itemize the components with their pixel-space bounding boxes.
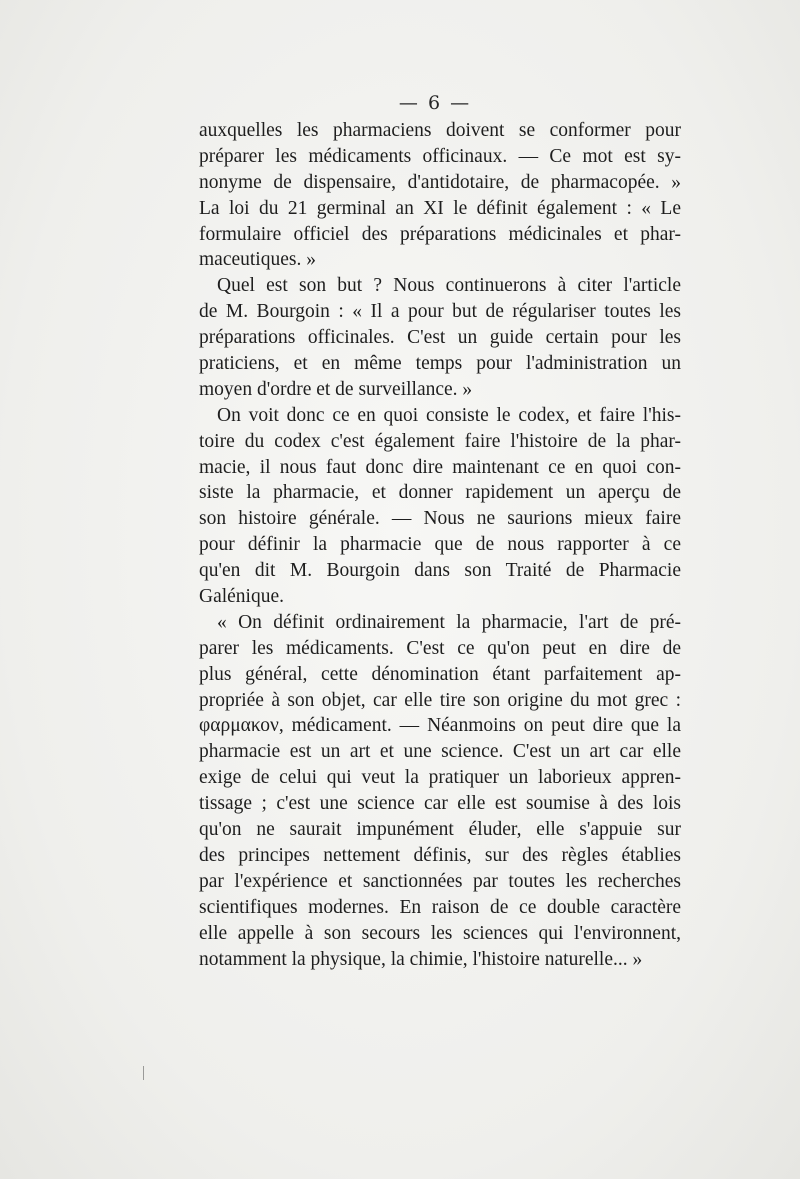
text-line: plus général, cette dénomination étant parfaitement ap- <box>199 663 681 685</box>
text-line: notamment la physique, la chimie, l'histoire naturelle... » <box>199 948 643 970</box>
paragraph-start-line: On voit donc ce en quoi consiste le codex, et faire l'his- <box>217 404 681 426</box>
text-line: pharmacie est un art et une science. C'est un art car elle <box>199 741 681 763</box>
text-line: préparer les médicaments officinaux. — Ce mot est sy- <box>199 145 681 167</box>
text-line: moyen d'ordre et de surveillance. » <box>199 378 473 400</box>
paragraph-start-line: « On définit ordinairement la pharmacie, l'art de pré- <box>217 611 681 633</box>
text-line: qu'on ne saurait impunément éluder, elle s'appuie sur <box>199 819 681 841</box>
text-line: exige de celui qui veut la pratiquer un laborieux appren- <box>199 767 681 789</box>
text-line: nonyme de dispensaire, d'antidotaire, de pharmacopée. » <box>199 171 681 193</box>
text-line: des principes nettement définis, sur des règles établies <box>199 844 681 866</box>
page-number: — 6 — <box>398 92 472 114</box>
text-line: par l'expérience et sanctionnées par toutes les recherches <box>199 870 681 892</box>
text-line: auxquelles les pharmaciens doivent se conformer pour <box>199 120 681 141</box>
text-line: toire du codex c'est également faire l'histoire de la phar- <box>199 430 681 452</box>
text-line: macie, il nous faut donc dire maintenant ce en quoi con- <box>199 456 681 478</box>
text-line: La loi du 21 germinal an XI le définit également : « Le <box>199 197 681 219</box>
text-line: siste la pharmacie, et donner rapidement un aperçu de <box>199 482 681 504</box>
text-line: formulaire officiel des préparations médicinales et phar- <box>199 223 681 245</box>
text-line: qu'en dit M. Bourgoin dans son Traité de Pharmacie <box>199 560 681 582</box>
paper-mark <box>143 1066 144 1080</box>
text-line: pour définir la pharmacie que de nous rapporter à ce <box>199 534 681 556</box>
body-text <box>199 118 681 972</box>
text-line: φαρμακον, médicament. — Néanmoins on peut dire que la <box>199 715 681 737</box>
text-line: Galénique. <box>199 586 285 608</box>
text-line: préparations officinales. C'est un guide certain pour les <box>199 327 681 349</box>
text-line: maceutiques. » <box>199 249 316 271</box>
text-line: son histoire générale. — Nous ne saurions mieux faire <box>199 508 681 530</box>
text-line: tissage ; c'est une science car elle est soumise à des lois <box>199 793 681 815</box>
text-line: de M. Bourgoin : « Il a pour but de régulariser toutes les <box>199 301 681 323</box>
text-line: praticiens, et en même temps pour l'administration un <box>199 353 681 375</box>
text-line: elle appelle à son secours les sciences qui l'environnent, <box>199 922 681 944</box>
paragraph-start-line: Quel est son but ? Nous continuerons à citer l'article <box>217 275 681 297</box>
text-line: parer les médicaments. C'est ce qu'on peut en dire de <box>199 637 681 659</box>
text-line: propriée à son objet, car elle tire son origine du mot grec : <box>199 689 681 711</box>
text-line: scientifiques modernes. En raison de ce double caractère <box>199 896 681 918</box>
